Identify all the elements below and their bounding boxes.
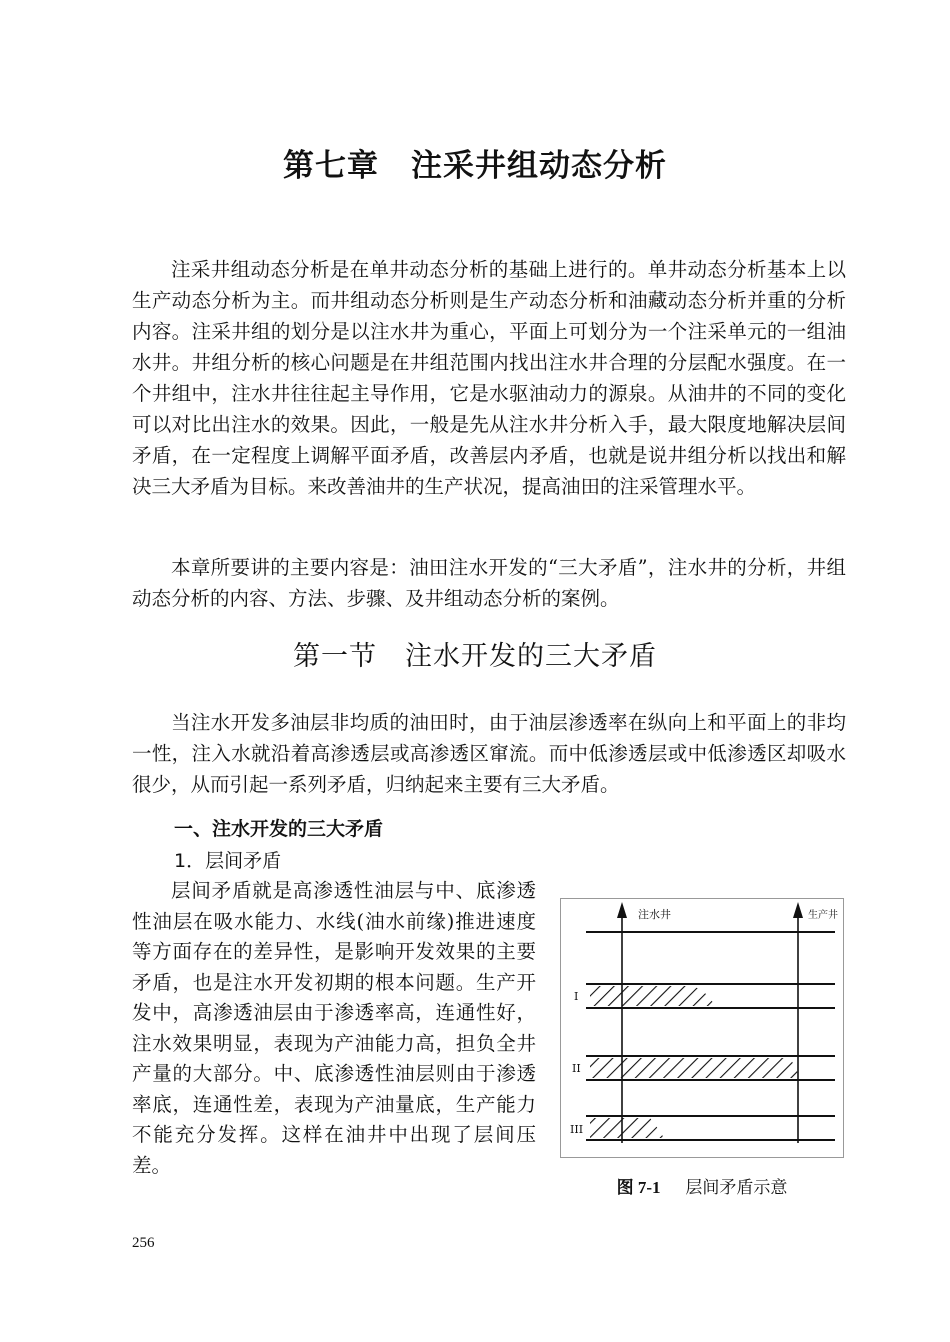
item-heading: 1．层间矛盾 [174,850,282,872]
layer-3-label: III [570,1123,584,1136]
production-well-label: 生产井 [808,910,838,921]
figure-caption-number: 图 7-1 [616,1178,661,1197]
section-title: 第一节 注水开发的三大矛盾 [293,641,657,672]
layer-2-label: II [572,1062,581,1075]
injection-well-label: 注水井 [638,908,671,921]
section-paragraph: 当注水开发多油层非均质的油田时，由于油层渗透率在纵向上和平面上的非均一性，注入水就沿着高渗透层或高渗透区窜流。而中低渗透层或中低渗透区却吸水很少，从而引起一系列矛盾，归纳起来主要有三大矛盾。 [132,711,846,796]
layer-1-flood-front [590,986,715,1006]
layer-conflict-figure [560,898,844,1158]
figure-caption [560,1173,844,1198]
subheading: 一、注水开发的三大矛盾 [174,818,384,840]
figure-caption-text: 层间矛盾示意 [685,1178,788,1198]
layer-2-flood-front [590,1058,800,1078]
intro-paragraph-1: 注采井组动态分析是在单井动态分析的基础上进行的。单井动态分析基本上以生产动态分析为主。而井组动态分析则是生产动态分析和油藏动态分析并重的分析内容。注采井组的划分是以注水井为重心，平面上可划分为一个注采单元的一组油水井。井组分析的核心问题是在井组范围内找出注水井合理的分层配水强度。在一个井组中，注水井往往起主导作用，它是水驱油动力的源泉。从油井的不同的变化可以对比出注水的效果。因此，一般是先从注水井分析入手，最大限度地解决层间矛盾，在一定程度上调解平面矛盾，改善层内矛盾，也就是说井组分析以找出和解决三大矛盾为目标。来改善油井的生产状况，提高油田的注采管理水平。 [132,258,846,498]
page-number: 256 [132,1235,155,1251]
item-paragraph: 层间矛盾就是高渗透性油层与中、底渗透性油层在吸水能力、水线(油水前缘)推进速度等方面存在的差异性，是影响开发效果的主要矛盾，也是注水开发初期的根本问题。生产开发中，高渗透油层由于渗透率高，连通性好，注水效果明显，表现为产油能力高，担负全井产量的大部分。中、底渗透性油层则由于渗透率底，连通性差，表现为产油量底，生产能力不能充分发挥。这样在油井中出现了层间压差。 [132,879,536,1177]
chapter-title: 第七章 注采井组动态分析 [283,148,667,184]
layer-1-label: I [574,990,579,1003]
figure-diagram [560,898,844,1158]
intro-paragraph-2: 本章所要讲的主要内容是：油田注水开发的“三大矛盾”，注水井的分析，井组动态分析的内容、方法、步骤、及井组动态分析的案例。 [132,556,846,610]
